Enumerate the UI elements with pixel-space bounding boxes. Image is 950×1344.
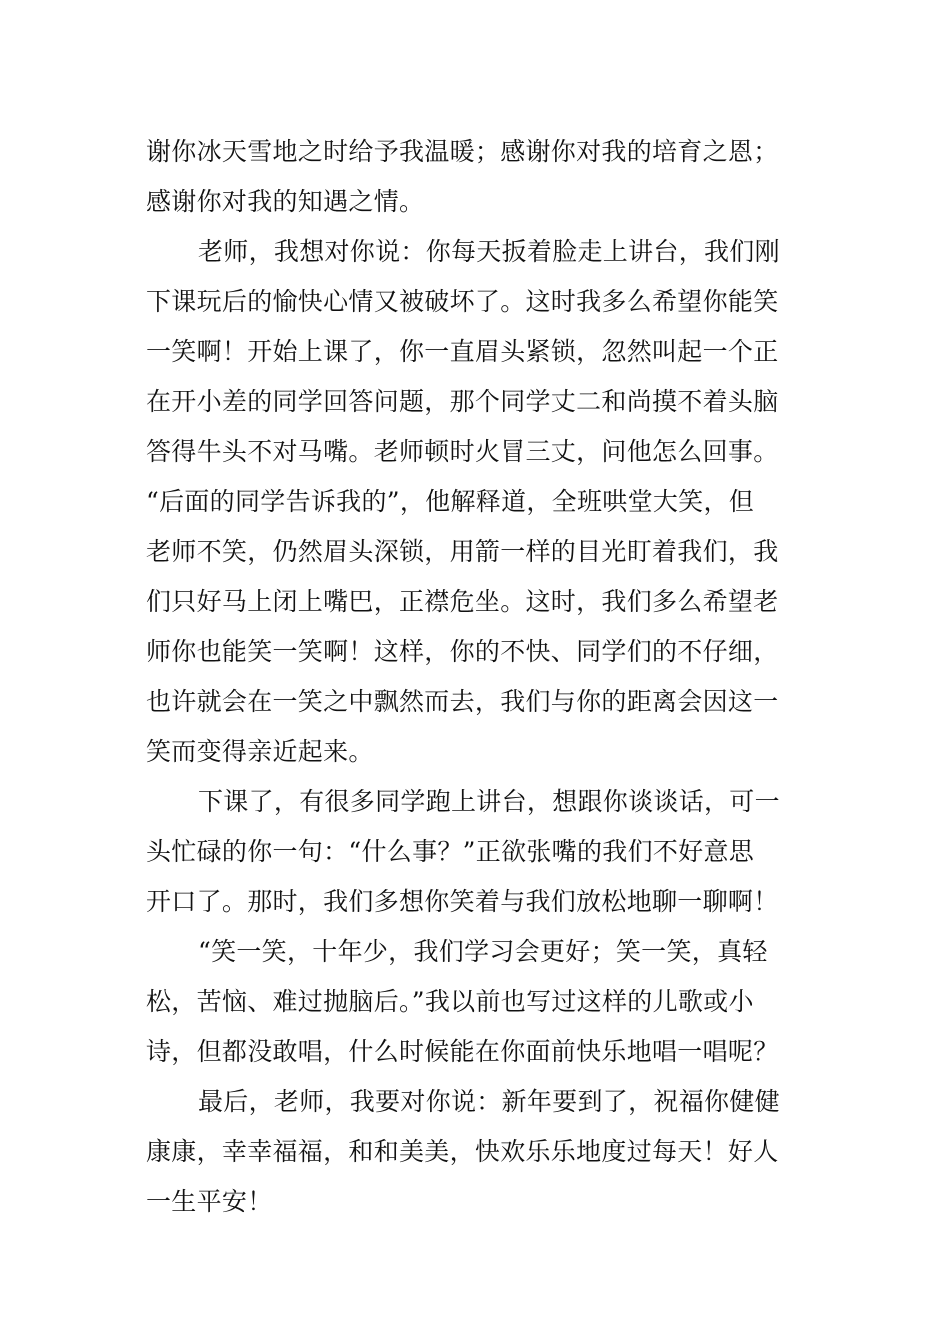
text-line: 一生平安！ — [146, 1187, 273, 1216]
text-line: 笑而变得亲近起来。 — [146, 737, 374, 766]
text-line: 开口了。那时，我们多想你笑着与我们放松地聊一聊啊！ — [146, 887, 779, 916]
text-line: 谢你冰天雪地之时给予我温暖；感谢你对我的培育之恩； — [146, 137, 779, 166]
text-line: “后面的同学告诉我的”，他解释道，全班哄堂大笑，但 — [146, 487, 755, 516]
text-line: 头忙碌的你一句：“什么事？”正欲张嘴的我们不好意思 — [146, 837, 755, 866]
essay-body — [146, 127, 811, 1227]
paragraph-start-line: 下课了，有很多同学跑上讲台，想跟你谈谈话，可一 — [198, 787, 780, 816]
text-line: 在开小差的同学回答问题，那个同学丈二和尚摸不着头脑 — [146, 387, 779, 416]
text-line: 一笑啊！开始上课了，你一直眉头紧锁，忽然叫起一个正 — [146, 337, 779, 366]
text-line: 师你也能笑一笑啊！这样，你的不快、同学们的不仔细， — [146, 637, 779, 666]
text-line: 康康，幸幸福福，和和美美，快欢乐乐地度过每天！好人 — [146, 1137, 779, 1166]
text-line: 诗，但都没敢唱，什么时候能在你面前快乐地唱一唱呢？ — [146, 1037, 779, 1066]
text-line: 松，苦恼、难过抛脑后。”我以前也写过这样的儿歌或小 — [146, 987, 754, 1016]
text-line: 也许就会在一笑之中飘然而去，我们与你的距离会因这一 — [146, 687, 779, 716]
paragraph-start-line: 老师，我想对你说：你每天扳着脸走上讲台，我们刚 — [198, 237, 780, 266]
text-line: 答得牛头不对马嘴。老师顿时火冒三丈，问他怎么回事。 — [146, 437, 779, 466]
paragraph-start-line: “笑一笑，十年少，我们学习会更好；笑一笑，真轻 — [198, 937, 768, 966]
paragraph-start-line: 最后，老师，我要对你说：新年要到了，祝福你健健 — [198, 1087, 780, 1116]
text-line: 下课玩后的愉快心情又被破坏了。这时我多么希望你能笑 — [146, 287, 779, 316]
text-line: 感谢你对我的知遇之情。 — [146, 187, 425, 216]
text-line: 们只好马上闭上嘴巴，正襟危坐。这时，我们多么希望老 — [146, 587, 779, 616]
text-line: 老师不笑，仍然眉头深锁，用箭一样的目光盯着我们，我 — [146, 537, 779, 566]
